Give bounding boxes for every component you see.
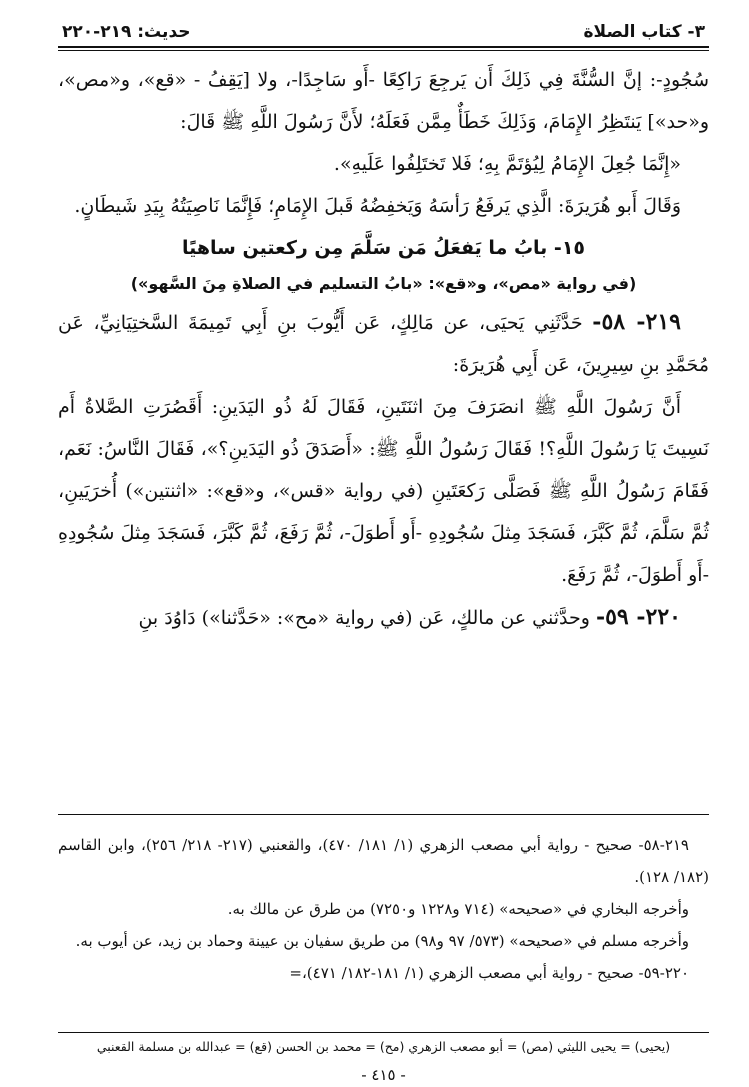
book-page xyxy=(58,22,709,1087)
hadith-number: ٢٢٠- ٥٩- xyxy=(595,604,681,630)
chapter-title: ١٥- بابُ ما يَفعَلُ مَن سَلَّمَ مِن ركعتين ساهيًا xyxy=(181,237,586,259)
hadith-219 xyxy=(58,301,709,386)
book-title: ٣- كتاب الصلاة xyxy=(583,22,705,42)
footnote: ٢٢٠-٥٩- صحيح - رواية أبي مصعب الزهري (١/ ١٨١-١٨٢/ ٤٧١)،= xyxy=(289,964,689,982)
hadith-range: حديث: ٢١٩-٢٢٠ xyxy=(62,22,191,42)
hadith-number: ٢١٩- ٥٨- xyxy=(592,309,681,335)
main-text xyxy=(58,59,709,639)
hadith-isnad: وحدَّثني عن مالكٍ، عَن (في رواية «مح»: «حَدَّثنا») دَاوُدَ بنِ xyxy=(138,607,590,629)
paragraph: وَقَالَ أَبو هُرَيرَةَ: الَّذِي يَرفَعُ رَأسَهُ وَيَخفِضُهُ قَبلَ الإِمَامِ؛ فَإِنَّمَا نَاصِيَتُهُ بِيَدِ شَيطَانٍ. xyxy=(74,195,681,217)
footnote: ٢١٩-٥٨- صحيح - رواية أبي مصعب الزهري (١/ ١٨١/ ٤٧٠)، والقعنبي (٢١٧- ٢١٨/ ٢٥٦)، وابن القاسم (١٨٢/ ١٢٨). xyxy=(58,836,709,886)
hadith-isnad: حَدَّثَنِي يَحيَى، عن مَالِكٍ، عَن أَيُّوبَ بنِ أَبِي تَمِيمَةَ السَّختِيَانِيِّ، عَن مُحَمَّدِ بنِ سِيرِينَ، عَن أَبِي هُرَيرَةَ: xyxy=(58,312,709,376)
chapter-subtitle: (في رواية «مص»، و«قع»: «بابُ التسليم في الصلاةِ مِنَ السَّهو») xyxy=(130,274,637,293)
page-number: - ٤١٥ - xyxy=(361,1066,406,1084)
prophetic-quote: «إِنَّمَا جُعِلَ الإِمَامُ لِيُؤتَمَّ بِهِ؛ فَلا تَختَلِفُوا عَلَيهِ». xyxy=(333,153,681,175)
footnote: وأخرجه البخاري في «صحيحه» (٧١٤ و١٢٢٨ و٧٢٥٠) من طرق عن مالك به. xyxy=(227,900,689,918)
footnote: وأخرجه مسلم في «صحيحه» (٥٧٣/ ٩٧ و٩٨) من طريق سفيان بن عيينة وحماد بن زيد، عن أيوب به. xyxy=(75,932,689,950)
header-rule xyxy=(58,50,709,51)
hadith-matn: أَنَّ رَسُولَ اللَّهِ ﷺ انصَرَفَ مِنَ اثنَتَينِ، فَقَالَ لَهُ ذُو اليَدَينِ: أَقَصُرَتِ الصَّلاةُ أَم نَسِيتَ يَا رَسُولَ اللَّهِ؟! فَقَالَ رَسُولُ اللَّهِ ﷺ: «أَصَدَقَ ذُو اليَدَينِ؟»، فَقَالَ النَّاسُ: نَعَم، فَقَامَ رَسُولُ اللَّهِ ﷺ فَصَلَّى رَكعَتَينِ (في رواية «قس»، و«قع»: «اثنتين») أُخرَيَينِ، ثُمَّ سَلَّمَ، ثُمَّ كَبَّرَ، فَسَجَدَ مِثلَ سُجُودِهِ -أَو أَطوَلَ-، ثُمَّ رَفَعَ، ثُمَّ كَبَّرَ، فَسَجَدَ مِثلَ سُجُودِهِ -أَو أَطوَلَ-، ثُمَّ رَفَعَ. xyxy=(58,396,709,586)
running-header xyxy=(58,22,709,48)
abbreviation-legend: (يحيى) = يحيى الليثي (مص) = أبو مصعب الزهري (مح) = محمد بن الحسن (قع) = عبدالله بن مسلمة القعنبي xyxy=(58,1032,709,1054)
footnotes xyxy=(58,814,709,989)
hadith-220 xyxy=(58,596,709,639)
paragraph: سُجُودٍ-: إنَّ السُّنَّةَ فِي ذَلِكَ أَن يَرجِعَ رَاكِعًا -أَو سَاجِدًا-، ولا [يَقِفُ - «قع»، و«مص»، و«حد»] يَنتَظِرُ الإِمَامَ، وَذَلِكَ خَطَأٌ مِمَّن فَعَلَهُ؛ لأَنَّ رَسُولَ اللَّهِ ﷺ قَالَ: xyxy=(58,69,709,133)
